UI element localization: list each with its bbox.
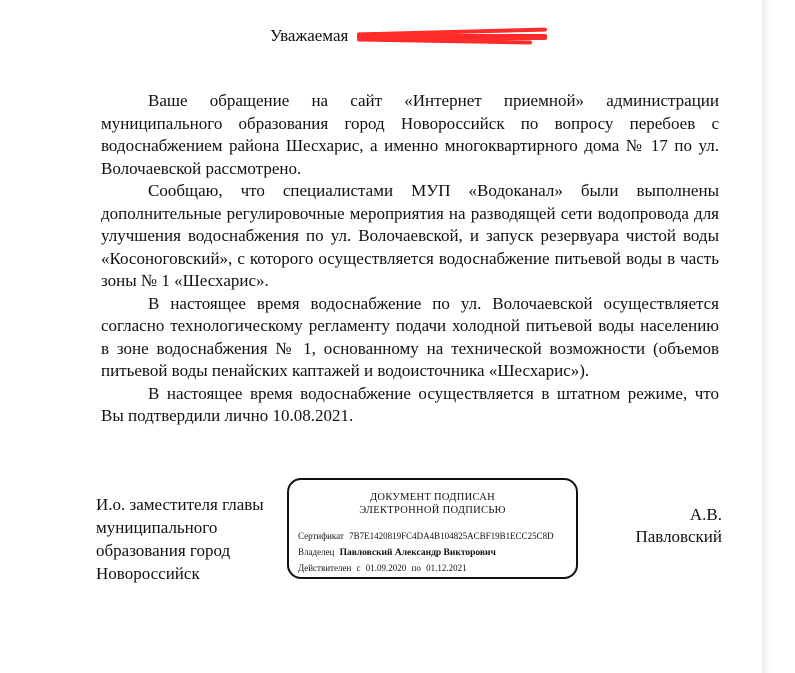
owner-label: Владелец	[298, 547, 335, 557]
page-edge-shadow	[762, 0, 795, 673]
stamp-owner-row	[298, 547, 496, 558]
certificate-value: 7B7E1420819FC4DA4B104825ACBF19B1ECC25C8D	[349, 531, 554, 541]
valid-to-label: по	[411, 563, 421, 573]
position-line: муниципального	[96, 518, 218, 537]
redacted-name-mark	[357, 28, 547, 44]
valid-label: Действителен	[298, 563, 352, 573]
name-line: А.В.	[689, 505, 722, 524]
certificate-label: Сертификат	[298, 531, 344, 541]
paragraph: В настоящее время водоснабжение по ул. Волочаевской осуществляется согласно технологическому регламенту подачи холодной питьевой воды населению в зоне водоснабжения № 1, основанному на технической возможности (объемов питьевой воды пенайских каптажей и водоисточника «Шесхарис»).	[101, 293, 719, 380]
stamp-title	[289, 491, 576, 517]
signatory-name	[622, 504, 722, 548]
letter-body	[101, 90, 719, 428]
owner-value: Павловский Александр Викторович	[339, 548, 496, 558]
position-line: образования город	[96, 541, 231, 560]
stamp-validity-row	[298, 563, 467, 573]
stamp-title-line: ДОКУМЕНТ ПОДПИСАН	[369, 492, 496, 503]
valid-to: 01.12.2021	[426, 563, 467, 573]
stamp-title-line: ЭЛЕКТРОННОЙ ПОДПИСЬЮ	[359, 505, 506, 516]
stamp-certificate-row	[298, 531, 554, 541]
greeting-prefix: Уважаемая	[270, 26, 349, 45]
name-line: Павловский	[635, 527, 722, 546]
electronic-signature-stamp	[287, 478, 578, 579]
paragraph: В настоящее время водоснабжение осуществляется в штатном режиме, что Вы подтвердили лично 10.08.2021.	[101, 383, 719, 425]
valid-from-label: с	[356, 563, 361, 573]
paragraph: Сообщаю, что специалистами МУП «Водоканал» были выполнены дополнительные регулировочные мероприятия на разводящей сети водопровода для улучшения водоснабжения по ул. Волочаевской, и запуск резервуара чистой воды «Косоноговский», с которого осуществляется водоснабжение питьевой воды в часть зоны № 1 «Шесхарис».	[101, 181, 719, 290]
position-line: Новороссийск	[96, 564, 200, 583]
paragraph: Ваше обращение на сайт «Интернет приемной» администрации муниципального образования город Новороссийск по вопросу перебоев с водоснабжением района Шесхарис, а именно многоквартирного дома № 17 по ул. Волочаевской рассмотрено.	[101, 91, 719, 178]
greeting	[270, 26, 547, 46]
valid-from: 01.09.2020	[365, 563, 407, 573]
position-line: И.о. заместителя главы	[96, 495, 264, 514]
signatory-position	[96, 493, 296, 585]
